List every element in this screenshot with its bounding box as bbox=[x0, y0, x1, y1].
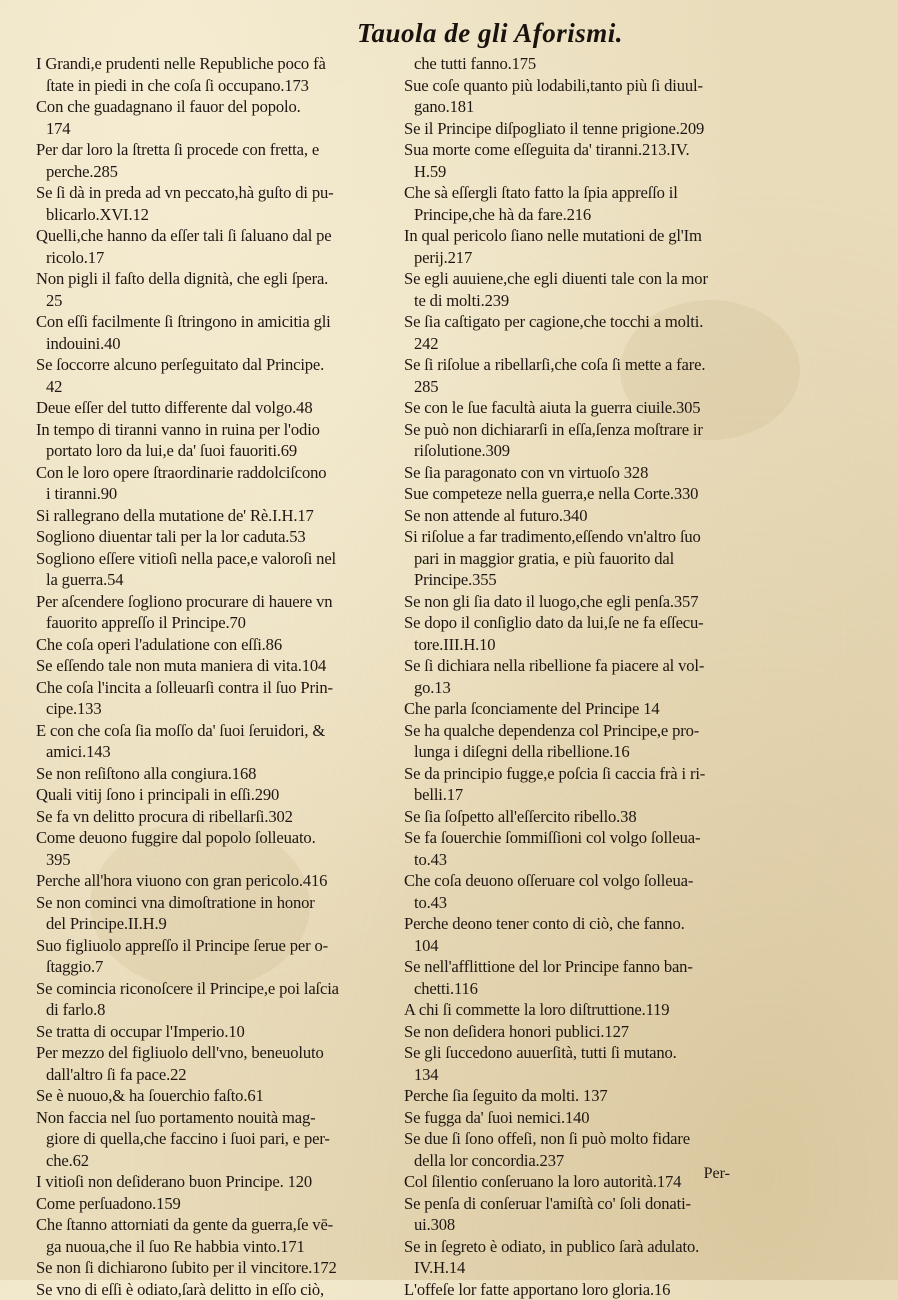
index-entry-line: to.43 bbox=[404, 892, 776, 914]
index-entry-line: Che coſa l'incita a ſolleuarſi contra il ſuo Prin- bbox=[36, 677, 400, 699]
index-entry-line: I vitioſi non deſiderano buon Principe. 120 bbox=[36, 1171, 400, 1193]
index-entry-line: Se fa ſouerchie ſommiſſioni col volgo ſolleua- bbox=[404, 827, 776, 849]
index-entry-line: Se non cominci vna dimoſtratione in honor bbox=[36, 892, 400, 914]
index-entry-line: Suo figliuolo appreſſo il Principe ſerue per o- bbox=[36, 935, 400, 957]
index-entry-line: di farlo.8 bbox=[36, 999, 400, 1021]
index-entry-line: Se ſi dà in preda ad vn peccato,hà guſto di pu- bbox=[36, 182, 400, 204]
index-entry-line: Se da principio fugge,e poſcia ſi caccia frà i ri- bbox=[404, 763, 776, 785]
index-entry-line: E con che coſa ſia moſſo da' ſuoi ſeruidori, & bbox=[36, 720, 400, 742]
index-entry-line: Come perſuadono.159 bbox=[36, 1193, 400, 1215]
index-entry-line: H.59 bbox=[404, 161, 776, 183]
index-entry-line: tore.III.H.10 bbox=[404, 634, 776, 656]
index-entry-line: ſtate in piedi in che coſa ſi occupano.173 bbox=[36, 75, 400, 97]
index-entry-line: Perche all'hora viuono con gran pericolo.416 bbox=[36, 870, 400, 892]
index-entry-line: dall'altro ſi fa pace.22 bbox=[36, 1064, 400, 1086]
index-entry-line: Con eſſi facilmente ſi ſtringono in amicitia gli bbox=[36, 311, 400, 333]
index-entry-line: blicarlo.XVI.12 bbox=[36, 204, 400, 226]
index-entry-line: Con le loro opere ſtraordinarie raddolciſcono bbox=[36, 462, 400, 484]
index-entry-line: Deue eſſer del tutto differente dal volgo.48 bbox=[36, 397, 400, 419]
index-entry-line: 395 bbox=[36, 849, 400, 871]
index-entry-line: Se penſa di conſeruar l'amiſtà co' ſoli donati- bbox=[404, 1193, 776, 1215]
index-entry-line: indouini.40 bbox=[36, 333, 400, 355]
index-entry-line: Con che guadagnano il fauor del popolo. bbox=[36, 96, 400, 118]
index-entry-line: Col ſilentio conſeruano la loro autorità.174 bbox=[404, 1171, 776, 1193]
index-entry-line: Per dar loro la ſtretta ſi procede con fretta, e bbox=[36, 139, 400, 161]
index-entry-line: chetti.116 bbox=[404, 978, 776, 1000]
index-entry-line: Che ſtanno attorniati da gente da guerra,ſe vē- bbox=[36, 1214, 400, 1236]
index-entry-line: Se ſia paragonato con vn virtuoſo 328 bbox=[404, 462, 776, 484]
index-entry-line: Quelli,che hanno da eſſer tali ſi ſaluano dal pe bbox=[36, 225, 400, 247]
index-entry-line: Se gli ſuccedono auuerſità, tutti ſi mutano. bbox=[404, 1042, 776, 1064]
index-entry-line: Se ſia ſoſpetto all'eſſercito ribello.38 bbox=[404, 806, 776, 828]
index-entry-line: In qual pericolo ſiano nelle mutationi de gl'Im bbox=[404, 225, 776, 247]
index-entry-line: Non pigli il faſto della dignità, che egli ſpera. bbox=[36, 268, 400, 290]
index-entry-line: Se ha qualche dependenza col Principe,e pro- bbox=[404, 720, 776, 742]
index-entry-line: L'offeſe lor fatte apportano loro gloria.16 bbox=[404, 1279, 776, 1300]
index-entry-line: Se ſi dichiara nella ribellione fa piacere al vol- bbox=[404, 655, 776, 677]
index-entry-line: Se fugga da' ſuoi nemici.140 bbox=[404, 1107, 776, 1129]
index-entry-line: I Grandi,e prudenti nelle Republiche poco fà bbox=[36, 53, 400, 75]
index-entry-line: ricolo.17 bbox=[36, 247, 400, 269]
index-entry-line: Se eſſendo tale non muta maniera di vita.104 bbox=[36, 655, 400, 677]
index-entry-line: Se non deſidera honori publici.127 bbox=[404, 1021, 776, 1043]
index-entry-line: gano.181 bbox=[404, 96, 776, 118]
index-entry-line: Se ſia caſtigato per cagione,che tocchi a molti. bbox=[404, 311, 776, 333]
index-entry-line: Se è nuouo,& ha ſouerchio faſto.61 bbox=[36, 1085, 400, 1107]
index-entry-line: Non faccia nel ſuo portamento nouità mag- bbox=[36, 1107, 400, 1129]
index-entry-line: te di molti.239 bbox=[404, 290, 776, 312]
index-entry-line: Quali vitij ſono i principali in eſſi.290 bbox=[36, 784, 400, 806]
index-entry-line: Se tratta di occupar l'Imperio.10 bbox=[36, 1021, 400, 1043]
index-entry-line: Sogliono eſſere vitioſi nella pace,e valoroſi nel bbox=[36, 548, 400, 570]
index-entry-line: Se vno di eſſi è odiato,ſarà delitto in eſſo ciò, bbox=[36, 1279, 400, 1300]
index-entry-line: Se ſi riſolue a ribellarſi,che coſa ſi mette a fare. bbox=[404, 354, 776, 376]
index-entry-line: 42 bbox=[36, 376, 400, 398]
index-entry-line: che.62 bbox=[36, 1150, 400, 1172]
index-entry-line: Se in ſegreto è odiato, in publico ſarà adulato. bbox=[404, 1236, 776, 1258]
index-entry-line: Sue coſe quanto più lodabili,tanto più ſi diuul- bbox=[404, 75, 776, 97]
index-column-right bbox=[404, 53, 776, 1300]
index-entry-line: Se nell'afflittione del lor Principe fanno ban- bbox=[404, 956, 776, 978]
index-entry-line: 104 bbox=[404, 935, 776, 957]
index-column-left bbox=[36, 53, 400, 1300]
index-entry-line: 134 bbox=[404, 1064, 776, 1086]
index-entry-line: Se non attende al futuro.340 bbox=[404, 505, 776, 527]
index-entry-line: Sogliono diuentar tali per la lor caduta.53 bbox=[36, 526, 400, 548]
index-entry-line: In tempo di tiranni vanno in ruina per l'odio bbox=[36, 419, 400, 441]
index-entry-line: Se non reſiſtono alla congiura.168 bbox=[36, 763, 400, 785]
index-entry-line: Se non ſi dichiarono ſubito per il vincitore.172 bbox=[36, 1257, 400, 1279]
index-entry-line: Se due ſi ſono offeſi, non ſi può molto fidare bbox=[404, 1128, 776, 1150]
index-entry-line: Se non gli ſia dato il luogo,che egli penſa.357 bbox=[404, 591, 776, 613]
index-entry-line: ſtaggio.7 bbox=[36, 956, 400, 978]
index-entry-line: pari in maggior gratia, e più fauorito dal bbox=[404, 548, 776, 570]
index-entry-line: Per mezzo del figliuolo dell'vno, beneuoluto bbox=[36, 1042, 400, 1064]
index-entry-line: lunga i diſegni della ribellione.16 bbox=[404, 741, 776, 763]
index-entry-line: fauorito appreſſo il Principe.70 bbox=[36, 612, 400, 634]
index-entry-line: belli.17 bbox=[404, 784, 776, 806]
index-entry-line: Se ſoccorre alcuno perſeguitato dal Principe. bbox=[36, 354, 400, 376]
index-entry-line: riſolutione.309 bbox=[404, 440, 776, 462]
index-entry-line: go.13 bbox=[404, 677, 776, 699]
index-entry-line: Se dopo il conſiglio dato da lui,ſe ne fa eſſecu- bbox=[404, 612, 776, 634]
index-entry-line: perche.285 bbox=[36, 161, 400, 183]
index-entry-line: Perche deono tener conto di ciò, che fanno. bbox=[404, 913, 776, 935]
index-entry-line: Si rallegrano della mutatione de' Rè.I.H.17 bbox=[36, 505, 400, 527]
index-entry-line: Se fa vn delitto procura di ribellarſi.302 bbox=[36, 806, 400, 828]
index-entry-line: to.43 bbox=[404, 849, 776, 871]
index-entry-line: Che coſa deuono oſſeruare col volgo ſolleua- bbox=[404, 870, 776, 892]
index-entry-line: Per aſcendere ſogliono procurare di hauere vn bbox=[36, 591, 400, 613]
index-entry-line: perij.217 bbox=[404, 247, 776, 269]
index-entry-line: amici.143 bbox=[36, 741, 400, 763]
index-entry-line: Come deuono fuggire dal popolo ſolleuato. bbox=[36, 827, 400, 849]
index-entry-line: A chi ſi commette la loro diſtruttione.119 bbox=[404, 999, 776, 1021]
index-entry-line: Se con le ſue facultà aiuta la guerra ciuile.305 bbox=[404, 397, 776, 419]
index-entry-line: la guerra.54 bbox=[36, 569, 400, 591]
index-entry-line: IV.H.14 bbox=[404, 1257, 776, 1279]
index-entry-line: della lor concordia.237 bbox=[404, 1150, 776, 1172]
index-entry-line: del Principe.II.H.9 bbox=[36, 913, 400, 935]
index-entry-line: Se il Principe diſpogliato il tenne prigione.209 bbox=[404, 118, 776, 140]
index-entry-line: Se egli auuiene,che egli diuenti tale con la mor bbox=[404, 268, 776, 290]
index-entry-line: che tutti fanno.175 bbox=[404, 53, 776, 75]
index-entry-line: portato loro da lui,e da' ſuoi fauoriti.69 bbox=[36, 440, 400, 462]
index-entry-line: Perche ſia ſeguito da molti. 137 bbox=[404, 1085, 776, 1107]
index-entry-line: Che coſa operi l'adulatione con eſſi.86 bbox=[36, 634, 400, 656]
index-entry-line: 25 bbox=[36, 290, 400, 312]
index-entry-line: Principe,che hà da fare.216 bbox=[404, 204, 776, 226]
index-entry-line: Che parla ſconciamente del Principe 14 bbox=[404, 698, 776, 720]
index-entry-line: Sua morte come eſſeguita da' tiranni.213.IV. bbox=[404, 139, 776, 161]
index-entry-line: Si riſolue a far tradimento,eſſendo vn'altro ſuo bbox=[404, 526, 776, 548]
index-entry-line: 174 bbox=[36, 118, 400, 140]
index-entry-line: Principe.355 bbox=[404, 569, 776, 591]
index-entry-line: i tiranni.90 bbox=[36, 483, 400, 505]
index-entry-line: cipe.133 bbox=[36, 698, 400, 720]
index-entry-line: Sue competeze nella guerra,e nella Corte.330 bbox=[404, 483, 776, 505]
index-entry-line: ui.308 bbox=[404, 1214, 776, 1236]
index-entry-line: Che sà eſſergli ſtato fatto la ſpia appreſſo il bbox=[404, 182, 776, 204]
index-entry-line: Se comincia riconoſcere il Principe,e poi laſcia bbox=[36, 978, 400, 1000]
index-entry-line: Se può non dichiararſi in eſſa,ſenza moſtrare ir bbox=[404, 419, 776, 441]
index-entry-line: giore di quella,che faccino i ſuoi pari, e per- bbox=[36, 1128, 400, 1150]
index-entry-line: ga nuoua,che il ſuo Re habbia vinto.171 bbox=[36, 1236, 400, 1258]
index-entry-line: 242 bbox=[404, 333, 776, 355]
catchword: Per- bbox=[704, 1165, 730, 1183]
page-title: Tauola de gli Aforismi. bbox=[200, 18, 780, 49]
index-entry-line: 285 bbox=[404, 376, 776, 398]
